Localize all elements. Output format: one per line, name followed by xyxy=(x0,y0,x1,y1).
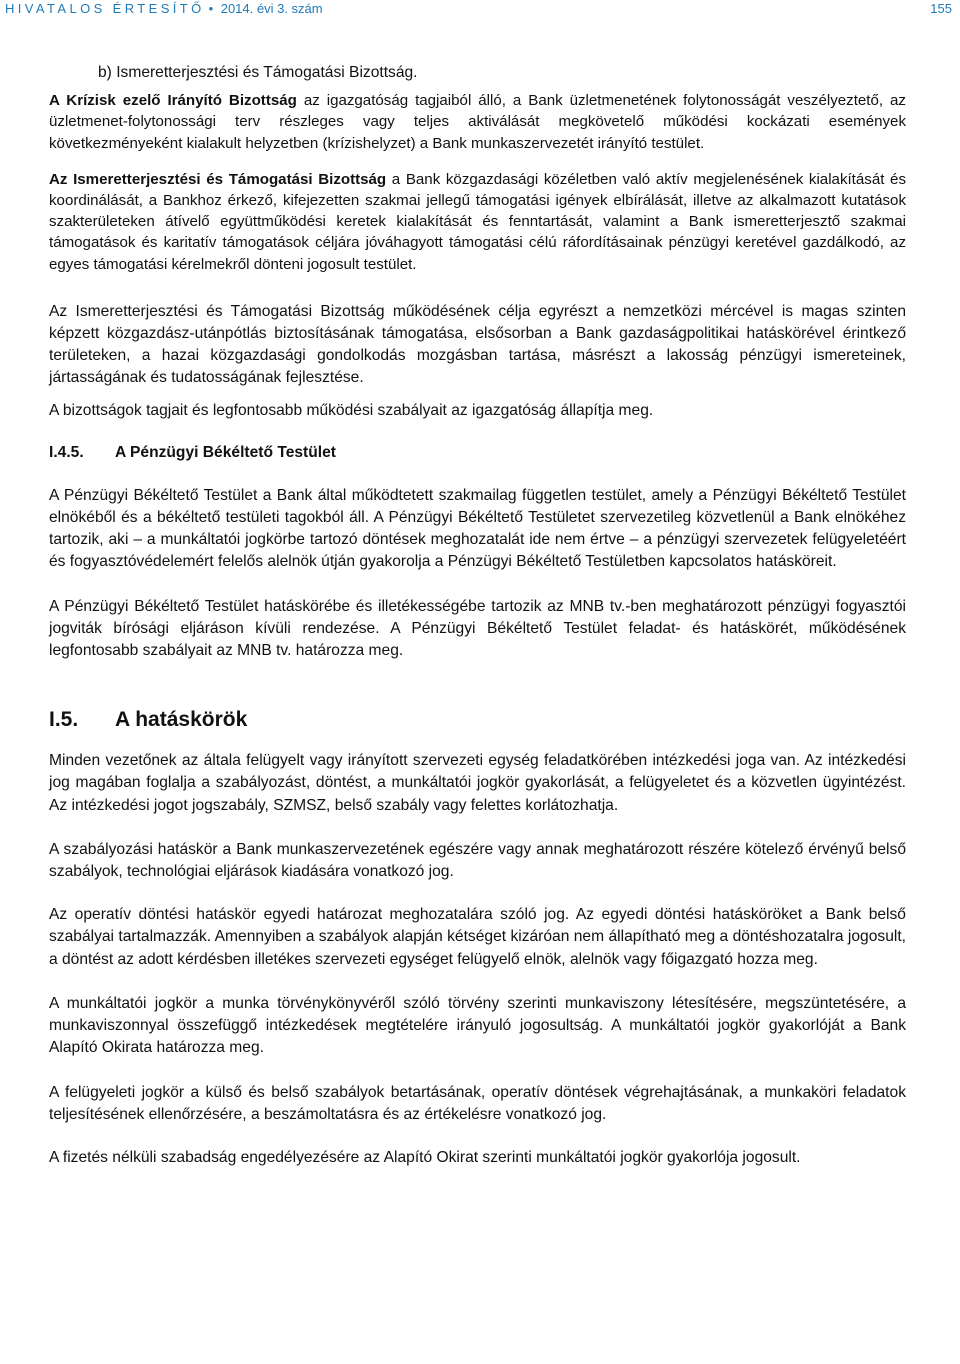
paragraph-committee-goal: Az Ismeretterjesztési és Támogatási Bizottság működésének célja egyrészt a nemzetközi mércével is magas szinten képzett közgazdász-utánpótlás biztosításának támogatása, elsősorban a Bank gazdaságpolitikai hatáskörével érintkező területeken, a hazai közgazdasági gondolkodás mozgásban tartása, másrészt a lakosság pénzügyi ismereteinek, jártasságának és tudatosságának fejlesztése. xyxy=(49,302,906,387)
paragraph-employer-competence: A munkáltatói jogkör a munka törvénykönyvéről szóló törvény szerinti munkaviszony létesítésére, megszüntetésére, a munkaviszonnyal összefüggő intézkedések megtételére irányuló jogosultság. A munkáltatói jogkör gyakorlóját a Bank Alapító Okirata határozza meg. xyxy=(49,994,906,1057)
section-heading-i45 xyxy=(49,444,906,462)
paragraph-arbitration-competence: A Pénzügyi Békéltető Testület hatáskörébe és illetékességébe tartozik az MNB tv.-ben meghatározott pénzügyi fogyasztói jogviták bírósági eljáráson kívüli rendezése. A Pénzügyi Békéltető Testület feladat- és hatáskörét, működésének legfontosabb szabályait az MNB tv. határozza meg. xyxy=(49,597,906,660)
paragraph-operative-competence: Az operatív döntési hatáskör egyedi határozat meghozatalára szóló jog. Az egyedi döntési hatásköröket a Bank belső szabályai tartalmazzák. Amennyiben a szabályok alapján kétséget kizáróan nem állapítható meg a döntéshozatalra jogosult, a döntést az adott kérdésben illetékes szervezeti egységet felügyelő elnök, alelnök vagy főigazgató hozza meg. xyxy=(49,906,906,968)
education-committee-name: Az Ismeretterjesztési és Támogatási Bizottság xyxy=(49,170,387,188)
section-number: I.5. xyxy=(49,708,79,732)
paragraph-supervisory-competence: A felügyeleti jogkör a külső és belső szabályok betartásának, operatív döntések végrehajtásának, a munkaköri feladatok teljesítésének ellenőrzésére, a beszámoltatásra és az értékelésre vonatkozó jog. xyxy=(49,1083,906,1123)
paragraph-managers-rights: Minden vezetőnek az általa felügyelt vagy irányított szervezeti egység feladatkörében intézkedési joga van. Az intézkedési jog magában foglalja a szabályozást, döntést, a munkáltatói jogkör gyakorlását, a felügyeletet és a közvetlen ügyintézést. Az intézkedési jogot jogszabály, SZMSZ, belső szabály vagy felettes korlátozhatja. xyxy=(49,752,906,814)
section-number: I.4.5. xyxy=(49,443,84,461)
magazine-title: HIVATALOS ÉRTESÍTŐ xyxy=(5,1,205,16)
paragraph-regulatory-competence: A szabályozási hatáskör a Bank munkaszervezetének egészére vagy annak meghatározott részére kötelező érvényű belső szabályok, technológiai eljárások kiadására vonatkozó jog. xyxy=(49,840,906,881)
section-title: A hatáskörök xyxy=(115,708,248,732)
education-committee-text: a Bank közgazdasági közéletben való aktív megjelenésének kialakítását és koordinálását, a Bankhoz érkező, kifejezetten szakmai jellegű támogatási igények elbírálását, illetve az alkalmazott kutatások szakterületeken átívelő együttműködési keretek kialakítását és fenntartását, valamint a Bank ismeretterjesztő szakmai támogatások és karitatív támogatások céljára jóváhagyott támogatási célú ráfordításainak pénzügyi keretével gazdálkodó, az egyes támogatási kérelmekről dönteni jogosult testület. xyxy=(49,170,906,273)
issue-label: 2014. évi 3. szám xyxy=(220,1,323,16)
subsection-b: b) Ismeretterjesztési és Támogatási Bizottság. xyxy=(98,64,418,81)
section-title: A Pénzügyi Békéltető Testület xyxy=(115,443,336,461)
crisis-committee-text: az igazgatóság tagjaiból álló, a Bank üzletmenetének folytonosságát veszélyeztető, az üzletmenet-folytonossági terv részleges vagy teljes aktiválását megkövetelő működési kockázati események következményeként kialakult helyzetben (krízishelyzet) a Bank munkaszervezetét irányító testület. xyxy=(49,92,906,152)
page-header xyxy=(0,0,960,22)
paragraph-committee-rules: A bizottságok tagjait és legfontosabb működési szabályait az igazgatóság állapítja meg. xyxy=(49,401,654,419)
page-number: 155 xyxy=(930,1,952,16)
header-bullet: • xyxy=(208,1,214,16)
document-body xyxy=(49,62,906,1169)
crisis-committee-name: A Krízisk ezelő Irányító Bizottság xyxy=(49,92,297,110)
paragraph-education-committee xyxy=(49,169,906,275)
section-heading-i5 xyxy=(49,708,906,732)
running-title xyxy=(5,1,323,16)
paragraph-crisis-committee xyxy=(49,90,906,154)
paragraph-arbitration-board: A Pénzügyi Békéltető Testület a Bank által működtetett szakmailag független testület, amely a Pénzügyi Békéltető Testület elnökéből és a békéltető testületi tagokból áll. A Pénzügyi Békéltető Testületet szervezetileg közvetlenül a Bank elnökéhez tartozik, aki – a munkáltatói jogkörbe tartozó döntések meghozatalát ide nem értve – a pénzügyi szervezetek felügyeletéért és fogyasztóvédelemért felelős alelnök útján gyakorolja a Pénzügyi Békéltető Testületben kapcsolatos hatásköreit. xyxy=(49,486,906,571)
paragraph-unpaid-leave: A fizetés nélküli szabadság engedélyezésére az Alapító Okirat szerinti munkáltatói jogkör gyakorlója jogosult. xyxy=(49,1148,801,1166)
